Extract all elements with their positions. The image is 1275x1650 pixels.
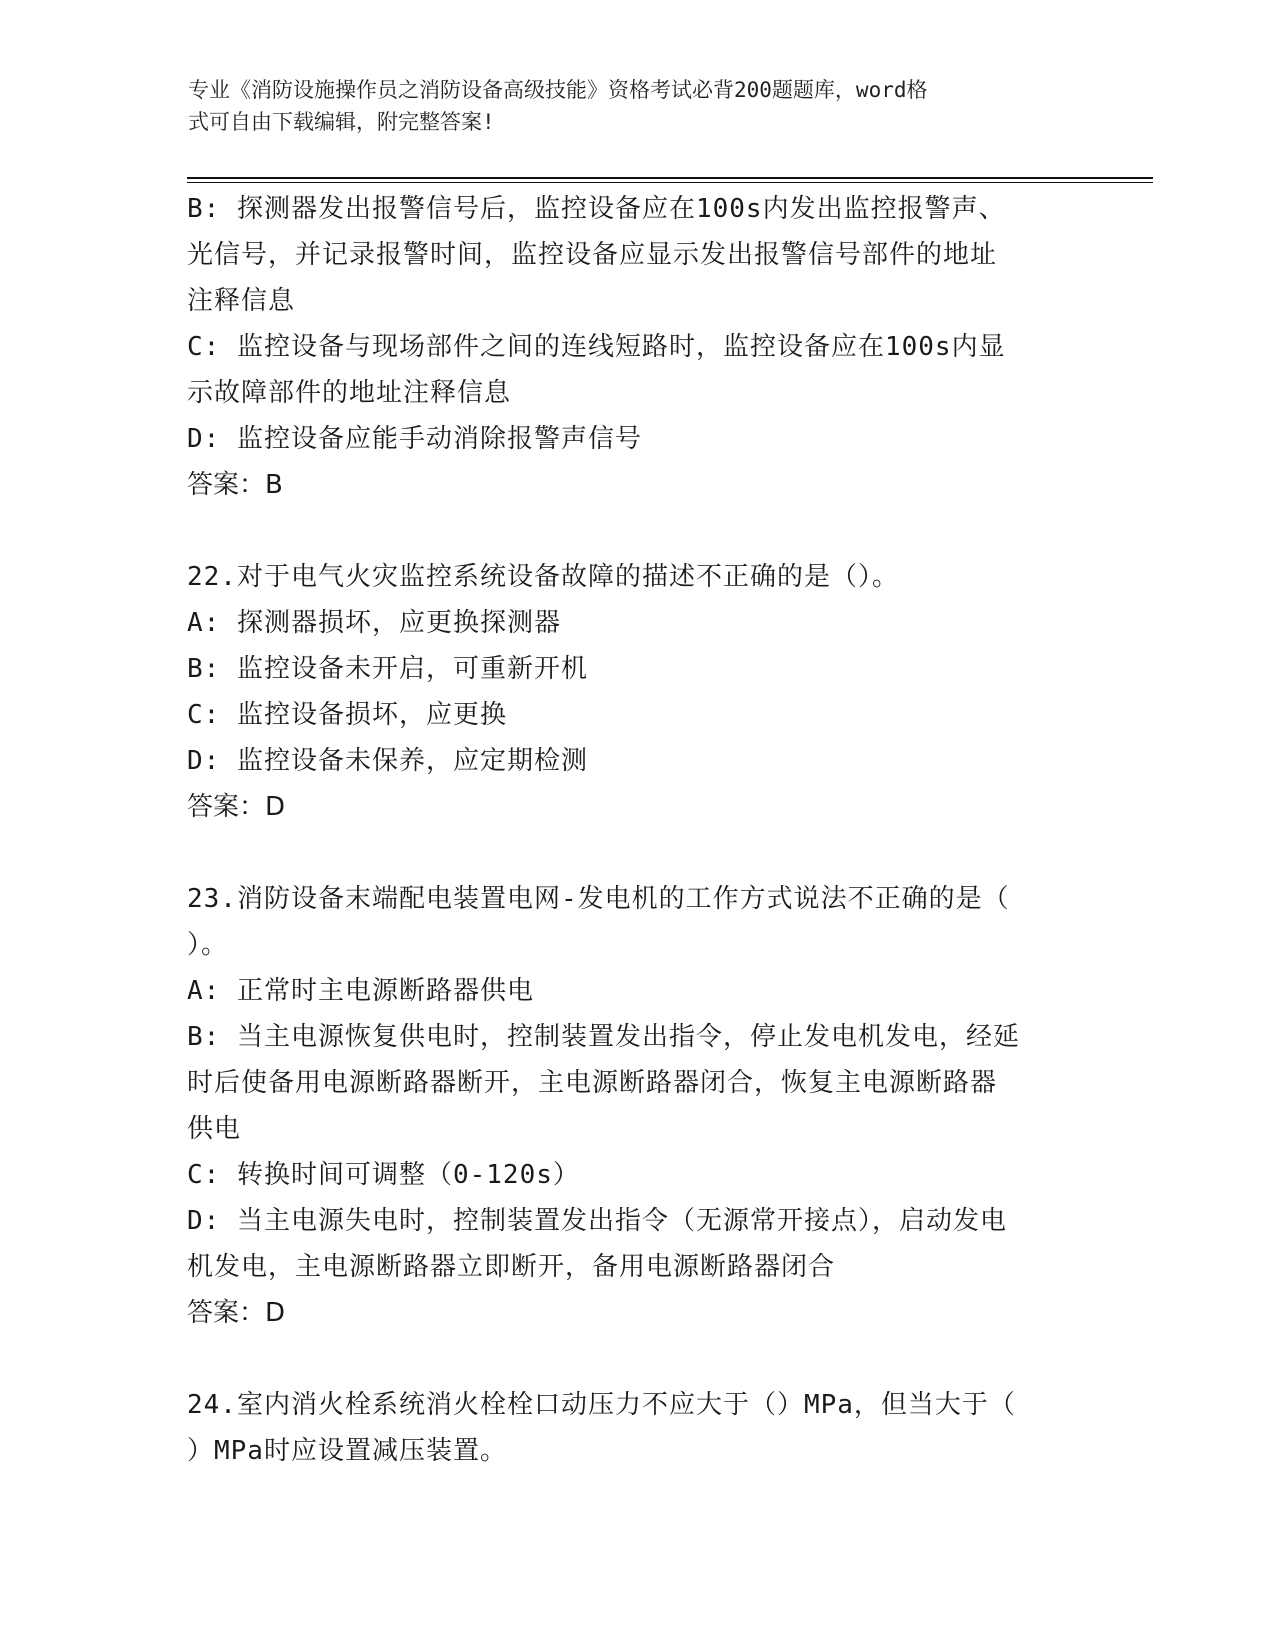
- header-divider-thin: [187, 182, 1153, 183]
- option-c: C: 监控设备损坏，应更换: [187, 700, 507, 730]
- answer-22: 答案：D: [187, 792, 286, 822]
- question-content: [187, 186, 1087, 1474]
- spacer: [187, 830, 1087, 876]
- option-d-line-1: D: 当主电源失电时，控制装置发出指令（无源常开接点），启动发电: [187, 1206, 1007, 1236]
- spacer: [187, 508, 1087, 554]
- question-23-title-line-1: 23.消防设备末端配电装置电网-发电机的工作方式说法不正确的是（: [187, 884, 1010, 914]
- option-c-line-2: 示故障部件的地址注释信息: [187, 378, 512, 408]
- question-22-title: 22.对于电气火灾监控系统设备故障的描述不正确的是（）。: [187, 562, 899, 592]
- option-b-line-3: 注释信息: [187, 286, 296, 316]
- option-a: A: 探测器损坏，应更换探测器: [187, 608, 561, 638]
- header-divider-thick: [187, 177, 1153, 179]
- option-b-line-1: B: 探测器发出报警信号后，监控设备应在100s内发出监控报警声、: [187, 194, 1006, 224]
- question-24-title-line-2: ）MPa时应设置减压装置。: [187, 1436, 507, 1466]
- answer-21: 答案：B: [187, 470, 283, 500]
- spacer: [187, 1336, 1087, 1382]
- answer-23: 答案：D: [187, 1298, 286, 1328]
- option-d: D: 监控设备应能手动消除报警声信号: [187, 424, 642, 454]
- question-24-title-line-1: 24.室内消火栓系统消火栓栓口动压力不应大于（）MPa，但当大于（: [187, 1390, 1016, 1420]
- option-c: C: 转换时间可调整（0-120s）: [187, 1160, 580, 1190]
- option-b-line-2: 光信号，并记录报警时间，监控设备应显示发出报警信号部件的地址: [187, 240, 998, 270]
- option-c-line-1: C: 监控设备与现场部件之间的连线短路时，监控设备应在100s内显: [187, 332, 1006, 362]
- header-line-2: 式可自由下载编辑，附完整答案!: [188, 110, 495, 134]
- question-22: [187, 554, 1087, 830]
- option-b: B: 监控设备未开启，可重新开机: [187, 654, 588, 684]
- question-23-title-line-2: ）。: [187, 930, 229, 960]
- question-24: [187, 1382, 1087, 1474]
- option-d-line-2: 机发电，主电源断路器立即断开，备用电源断路器闭合: [187, 1252, 836, 1282]
- option-a: A: 正常时主电源断路器供电: [187, 976, 534, 1006]
- header-line-1: 专业《消防设施操作员之消防设备高级技能》资格考试必背200题题库，word格: [188, 78, 928, 102]
- option-d: D: 监控设备未保养，应定期检测: [187, 746, 588, 776]
- question-21-tail: [187, 186, 1087, 508]
- document-header: [188, 74, 1068, 138]
- option-b-line-2: 时后使备用电源断路器断开，主电源断路器闭合，恢复主电源断路器: [187, 1068, 998, 1098]
- question-23: [187, 876, 1087, 1336]
- option-b-line-3: 供电: [187, 1114, 242, 1144]
- option-b-line-1: B: 当主电源恢复供电时，控制装置发出指令，停止发电机发电，经延: [187, 1022, 1020, 1052]
